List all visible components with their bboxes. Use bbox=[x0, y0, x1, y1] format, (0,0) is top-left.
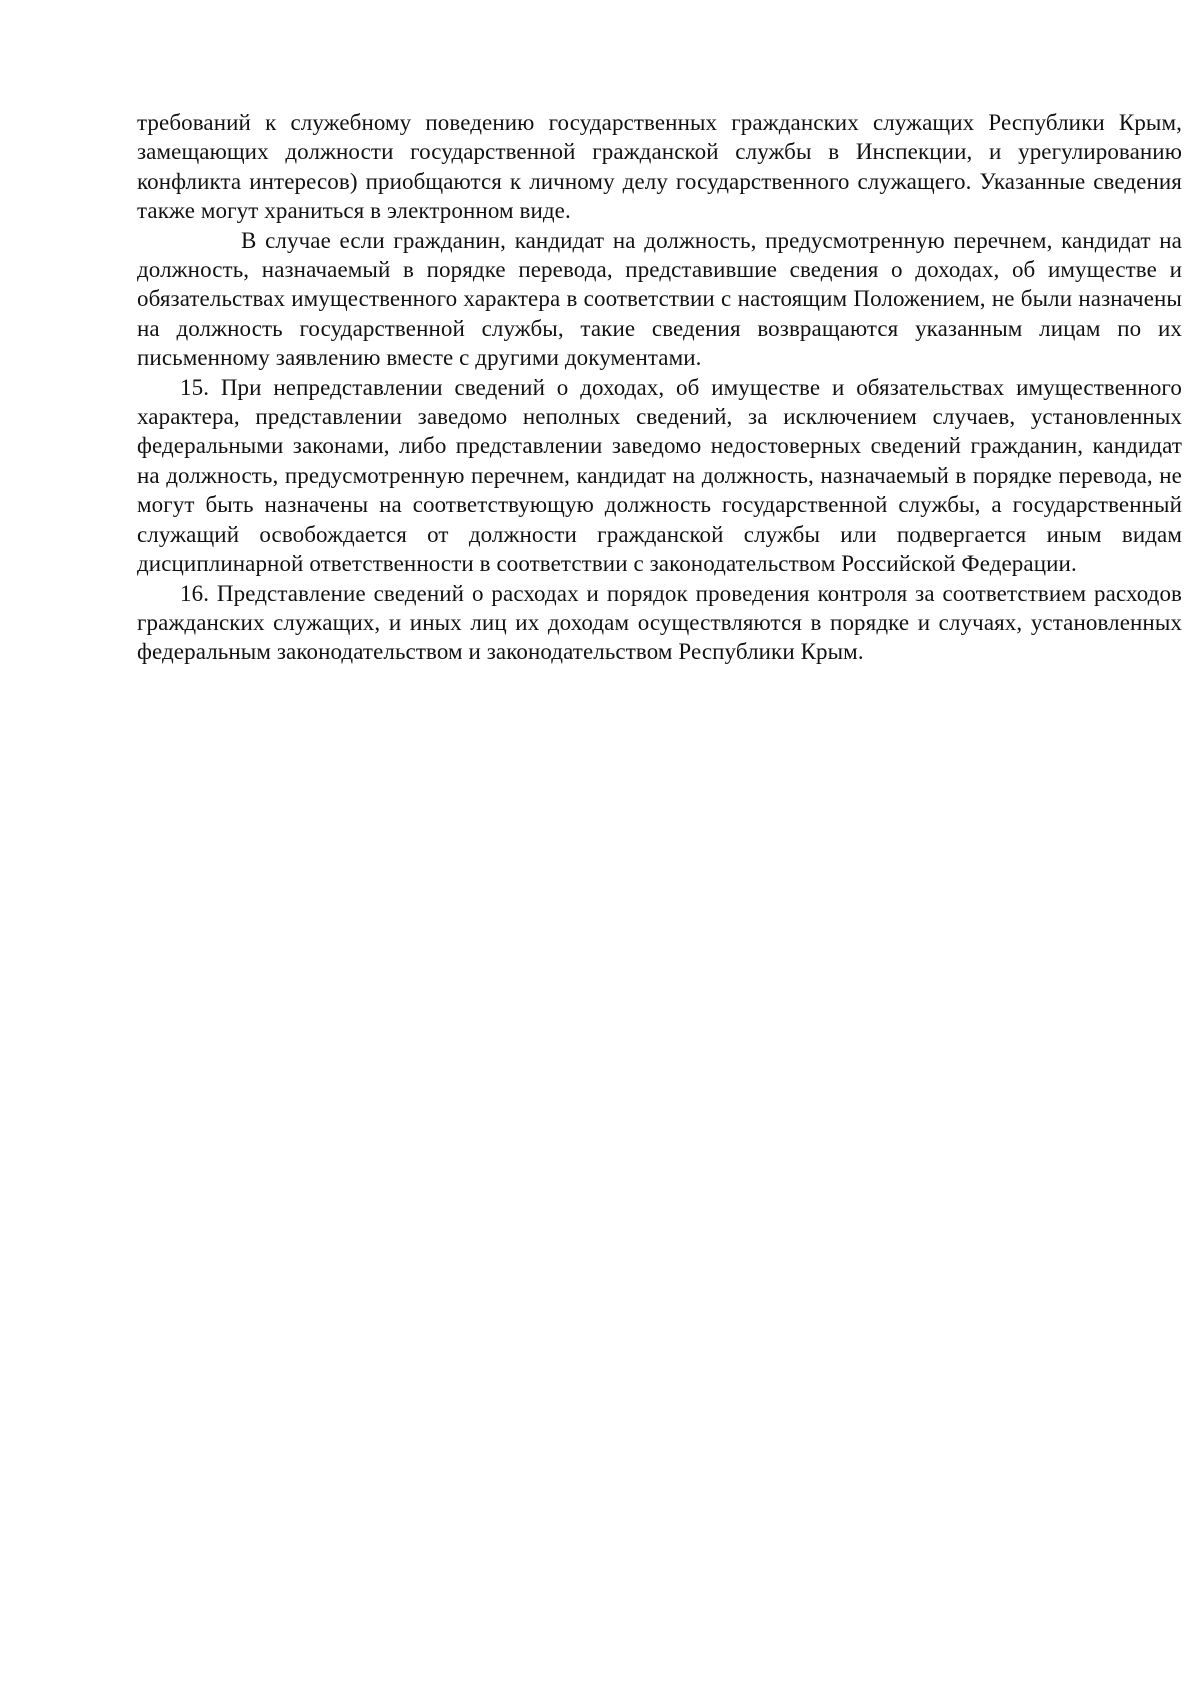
paragraph-continuation: требований к служебному поведению государственных гражданских служащих Республики Крым, замещающих должности государственной гражданской службы в Инспекции, и урегулированию конфликта интересов) приобщаются к личному делу государственного служащего. Указанные сведения также могут храниться в электронном виде. bbox=[137, 110, 1182, 224]
paragraph-16: 16. Представление сведений о расходах и порядок проведения контроля за соответствием расходов гражданских служащих, и иных лиц их доходам осуществляются в порядке и случаях, установленных федеральным законодательством и законодательством Республики Крым. bbox=[137, 580, 1182, 665]
document-body bbox=[137, 108, 1182, 667]
paragraph-return-of-information: В случае если гражданин, кандидат на должность, предусмотренную перечнем, кандидат на должность, назначаемый в порядке перевода, представившие сведения о доходах, об имуществе и обязательствах имущественного характера в соответствии с настоящим Положением, не были назначены на должность государственной службы, такие сведения возвращаются указанным лицам по их письменному заявлению вместе с другими документами. bbox=[137, 227, 1182, 371]
paragraph-15: 15. При непредставлении сведений о доходах, об имуществе и обязательствах имущественного характера, представлении заведомо неполных сведений, за исключением случаев, установленных федеральными законами, либо представлении заведомо недостоверных сведений гражданин, кандидат на должность, предусмотренную перечнем, кандидат на должность, назначаемый в порядке перевода, не могут быть назначены на соответствующую должность государственной службы, а государственный служащий освобождается от должности гражданской службы или подвергается иным видам дисциплинарной ответственности в соответствии с законодательством Российской Федерации. bbox=[137, 374, 1182, 577]
